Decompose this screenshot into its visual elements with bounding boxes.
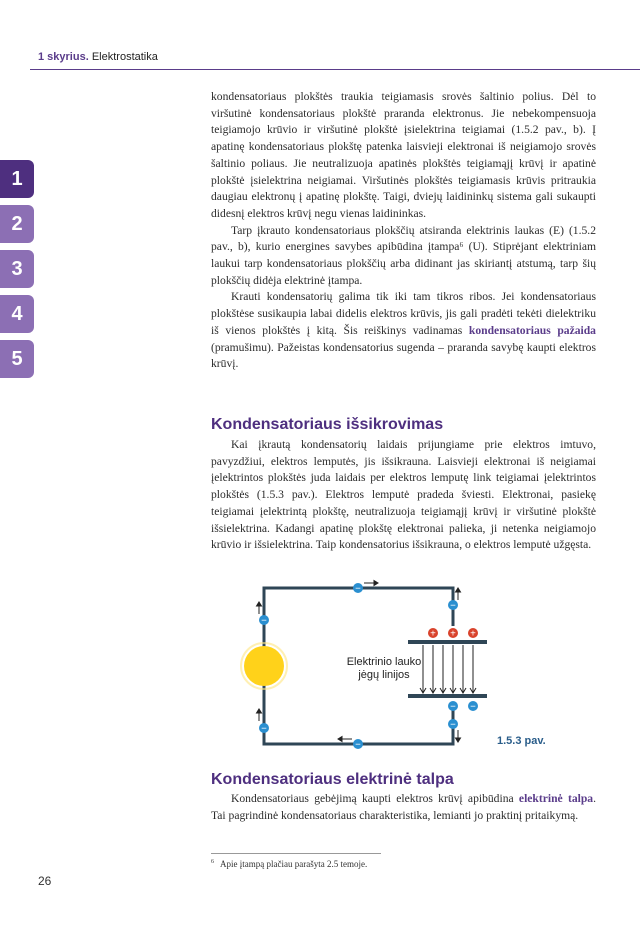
svg-text:−: − bbox=[355, 739, 361, 751]
footnote-divider bbox=[211, 853, 381, 854]
figure-caption: 1.5.3 pav. bbox=[497, 735, 546, 747]
chapter-tabs bbox=[0, 160, 34, 385]
svg-text:−: − bbox=[470, 701, 476, 713]
body-text-top bbox=[211, 89, 596, 373]
chapter-tab-1[interactable]: 1 bbox=[0, 160, 34, 198]
svg-text:−: − bbox=[450, 600, 456, 612]
term-capacity: elektrinė talpa bbox=[518, 792, 594, 805]
footnote bbox=[211, 859, 367, 869]
chapter-tab-3[interactable]: 3 bbox=[0, 250, 34, 288]
svg-text:−: − bbox=[450, 701, 456, 713]
svg-text:+: + bbox=[430, 628, 436, 640]
chapter-name: Elektrostatika bbox=[91, 51, 158, 63]
footnote-text: Apie įtampą plačiau parašyta 2.5 temoje. bbox=[220, 859, 368, 869]
svg-text:+: + bbox=[450, 628, 456, 640]
paragraph-capacity bbox=[211, 791, 596, 824]
body-text-capacity bbox=[211, 791, 596, 824]
section-heading-discharge: Kondensatoriaus išsikrovimas bbox=[211, 416, 444, 433]
svg-text:−: − bbox=[450, 719, 456, 731]
svg-text:−: − bbox=[261, 723, 267, 735]
chapter-tab-4[interactable]: 4 bbox=[0, 295, 34, 333]
chapter-title bbox=[38, 51, 158, 63]
page-number: 26 bbox=[38, 874, 52, 888]
paragraph: Tarp įkrauto kondensatoriaus plokščių atsiranda elektrinis laukas (E) (1.5.2 pav., b), kurio energines savybes apibūdina įtampa⁶ (U). Stiprėjant elektriniam laukui tarp kondensatoriaus plokščių arba didinant jas skiriantį atstumą, tarp šių plokščių didėja elektrinė įtampa. bbox=[211, 223, 596, 287]
paragraph-text: (pramušimu). Pažeistas kondensatorius sugenda – praranda savybę kaupti elektros krūvį. bbox=[211, 340, 596, 371]
field-lines-label-1: Elektrinio lauko bbox=[346, 656, 422, 668]
paragraph-text: Krauti kondensatorių galima tik iki tam tikros ribos. Jei kondensatoriaus plokštėse susikaupia labai didelis elektros krūvis, jis gali pradėti tekėti dielektriku iš vienos plokštės į kitą. Šis reiškinys vadinamas bbox=[211, 290, 596, 337]
discharge-circuit-figure bbox=[240, 578, 570, 758]
term-breakdown: kondensatoriaus pažaida bbox=[468, 323, 596, 337]
paragraph-text: . Tai pagrindinė kondensatoriaus charakteristika, lemianti jo praktinį pritaikymą. bbox=[211, 792, 597, 822]
positive-charges bbox=[428, 628, 478, 640]
svg-text:+: + bbox=[470, 628, 476, 640]
paragraph: kondensatoriaus plokštės traukia teigiamasis srovės šaltinio polius. Dėl to viršutinė kondensatoriaus plokštė praranda elektronus. Jie nebekompensuoja teigiamojo krūvio ir viršutinė plokštė įsielektrina teigiamai (1.5.2 pav., b). Į apatinę kondensatoriaus plokštę patenka laisvieji elektronai iš neigiamojo srovės šaltinio poliaus. Jie neutralizuoja apatinės plokštės teigiamąjį krūvį ir apatinė plokštė įsielektrina neigiamai. Viršutinės plokštės teigiamasis krūvis pritraukia daugiau elektronų į apatinę plokštę. Taigi, dviejų laidininkų sistema gali sukaupti didesnį elektros krūvį negu vienas laidininkas. bbox=[211, 90, 596, 220]
svg-text:−: − bbox=[261, 615, 267, 627]
chapter-tab-2[interactable]: 2 bbox=[0, 205, 34, 243]
footnote-mark: 6 bbox=[211, 859, 214, 865]
chapter-label: 1 skyrius. bbox=[38, 51, 89, 63]
body-text-discharge bbox=[211, 437, 596, 554]
page-header bbox=[0, 50, 640, 70]
field-lines-label-2: jėgų linijos bbox=[358, 669, 410, 681]
light-bulb-icon bbox=[244, 646, 284, 686]
field-lines bbox=[420, 645, 476, 693]
chapter-tab-5[interactable]: 5 bbox=[0, 340, 34, 378]
paragraph: Kai įkrautą kondensatorių laidais prijungiame prie elektros imtuvo, pavyzdžiui, elektros lemputės, jis išsikrauna. Laisvieji elektronai iš neigiamai įelektrintos plokštės juda laidais per elektros lemputę link teigiamai įelektrintos plokštės (1.5.3 pav.). Elektros lemputė pradeda šviesti. Elektronai, pasiekę teigiamai įelektrintą plokštę, neutralizuoja teigiamąjį krūvį ir viršutinė plokštė išsielektrina. Kadangi apatinę plokštę elektronai palieka, ji netenka neigiamojo krūvio ir išsielektrina. Taip kondensatorius išsikrauna, o elektros lemputė užgęsta. bbox=[211, 438, 596, 552]
header-divider bbox=[30, 69, 640, 70]
paragraph-text: Kondensatoriaus gebėjimą kaupti elektros krūvį apibūdina bbox=[231, 792, 519, 805]
svg-text:−: − bbox=[355, 583, 361, 595]
section-heading-capacity: Kondensatoriaus elektrinė talpa bbox=[211, 771, 454, 788]
paragraph-breakdown bbox=[211, 289, 596, 373]
